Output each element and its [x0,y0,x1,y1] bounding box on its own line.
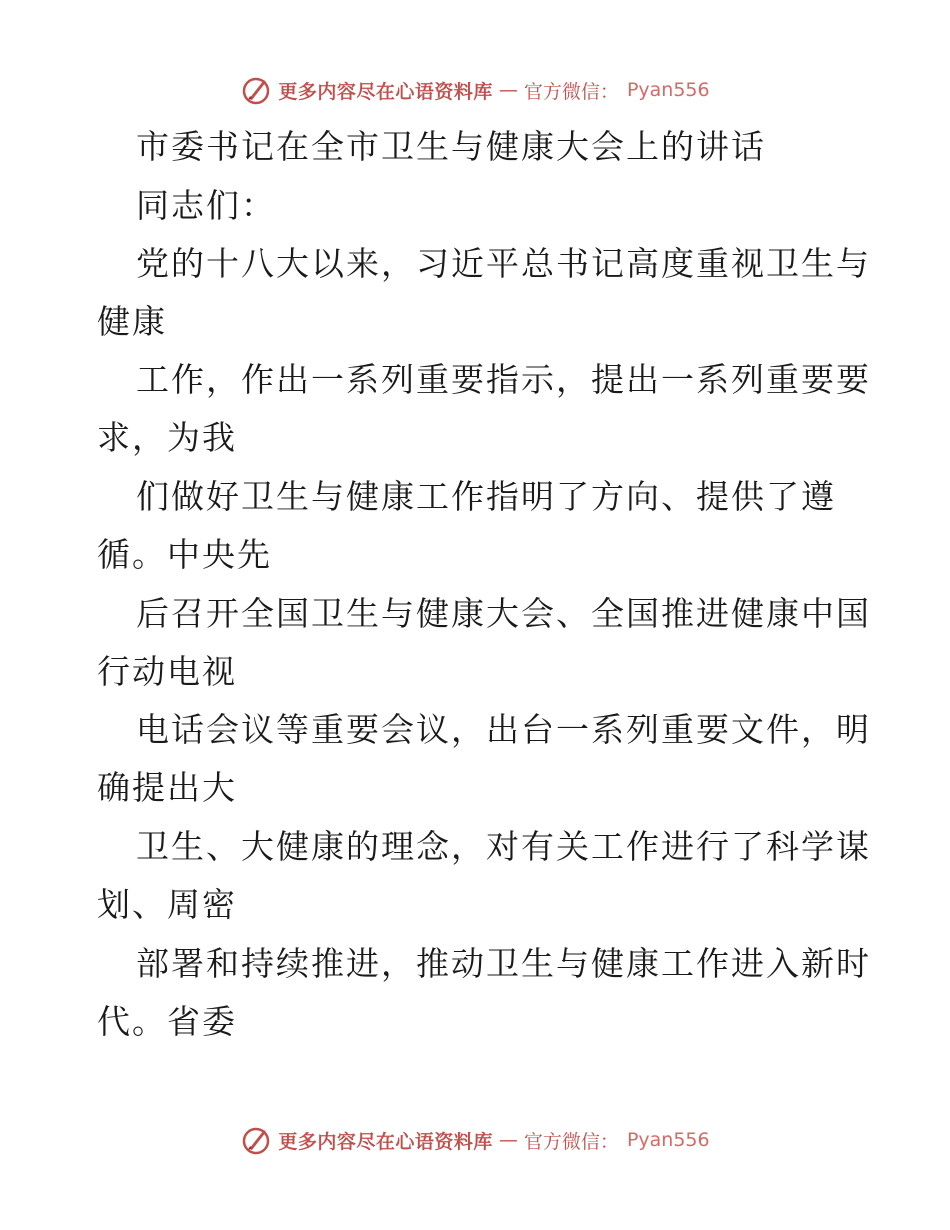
document-line: 们做好卫生与健康工作指明了方向、提供了遵 [136,477,836,516]
document-line: 循。中央先 [97,535,272,574]
document-line: 代。省委 [97,1002,237,1041]
document-line: 部署和持续推进，推动卫生与健康工作进入新时 [136,944,871,983]
watermark-banner-bottom [0,1120,950,1160]
quill-pen-icon [240,1124,272,1156]
document-line: 卫生、大健康的理念，对有关工作进行了科学谋 [136,827,871,866]
document-line: 行动电视 [97,652,237,691]
document-line: 工作，作出一系列重要指示，提出一系列重要要 [136,360,871,399]
document-line: 健康 [97,302,167,341]
document-salutation: 同志们： [136,186,276,225]
watermark-separator: — [498,1129,518,1151]
watermark-wechat-id: Pyan556 [626,79,710,101]
document-line: 后召开全国卫生与健康大会、全国推进健康中国 [136,594,871,633]
watermark-wechat-label: 官方微信： [523,1130,619,1153]
watermark-wechat-id: Pyan556 [626,1129,710,1151]
watermark-text: 更多内容尽在心语资料库 [278,80,493,103]
document-line: 求，为我 [97,418,237,457]
watermark-text: 更多内容尽在心语资料库 [278,1130,493,1153]
watermark-separator: — [498,79,518,101]
document-line: 党的十八大以来，习近平总书记高度重视卫生与 [136,244,871,283]
document-title: 市委书记在全市卫生与健康大会上的讲话 [136,127,766,166]
document-line: 划、周密 [97,885,237,924]
document-line: 电话会议等重要会议，出台一系列重要文件，明 [136,710,871,749]
document-line: 确提出大 [97,768,237,807]
watermark-wechat-label: 官方微信： [523,80,619,103]
